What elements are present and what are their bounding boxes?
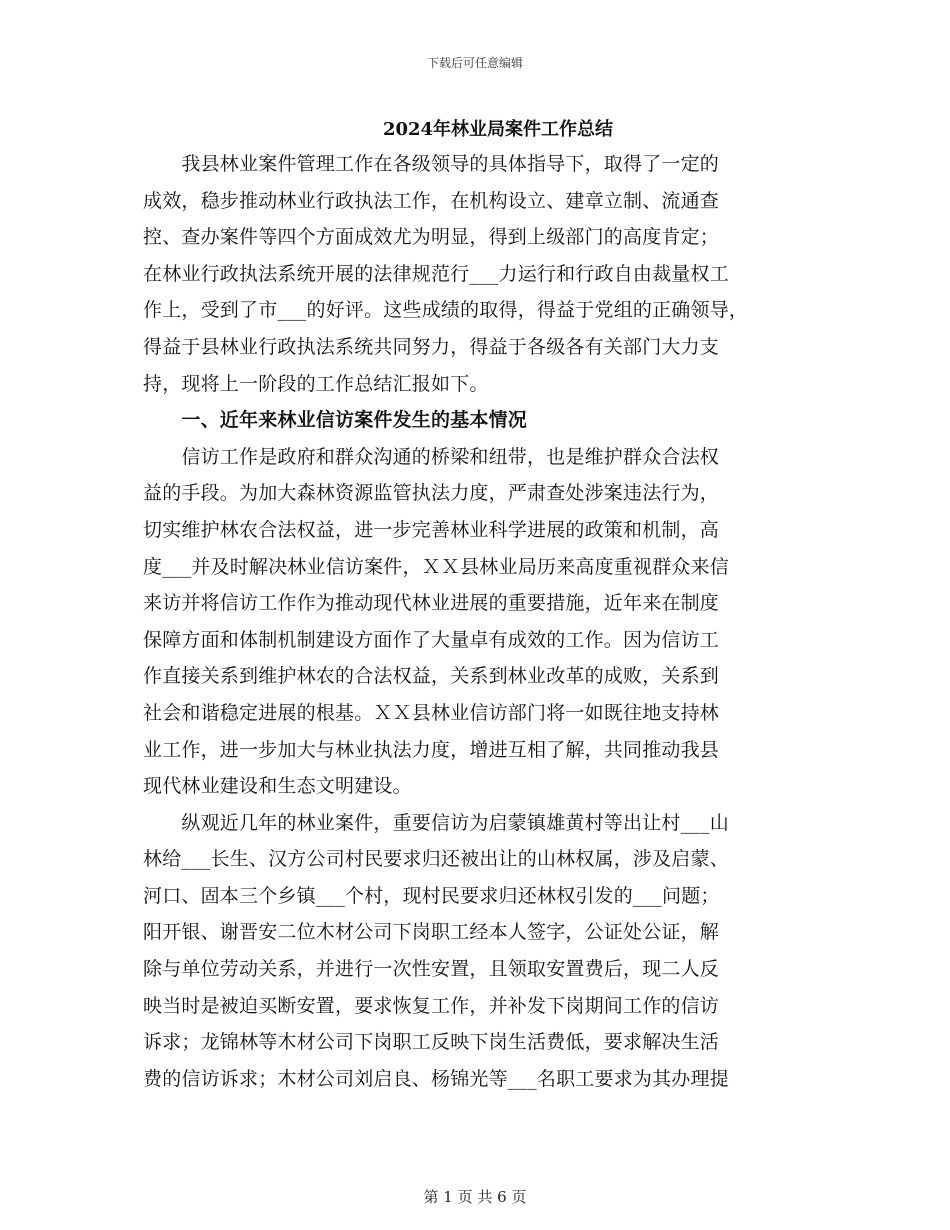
text-line: 信访工作是政府和群众沟通的桥梁和纽带，也是维护群众合法权: [143, 445, 720, 468]
body-text: [143, 146, 813, 1097]
text-line: 来访并将信访工作作为推动现代林业进展的重要措施，近年来在制度: [143, 592, 720, 615]
text-line: 我县林业案件管理工作在各级领导的具体指导下，取得了一定的: [143, 153, 720, 175]
text-line: 费的信访诉求；木材公司刘启良、杨锦光等___名职工要求为其办理提: [143, 1067, 729, 1090]
text-line: 业工作，进一步加大与林业执法力度，增进互相了解，共同推动我县: [143, 738, 720, 761]
document-body: [143, 114, 813, 1097]
text-line: 除与单位劳动关系，并进行一次性安置，且领取安置费后，现二人反: [143, 958, 720, 981]
text-line: 持，现将上一阶段的工作总结汇报如下。: [143, 372, 489, 395]
text-line: 切实维护林农合法权益，进一步完善林业科学进展的政策和机制，高: [143, 518, 720, 541]
text-line: 在林业行政执法系统开展的法律规范行___力运行和行政自由裁量权工: [143, 262, 729, 285]
text-line: 映当时是被迫买断安置，要求恢复工作，并补发下岗期间工作的信访: [143, 994, 720, 1017]
text-line: 作直接关系到维护林农的合法权益，关系到林业改革的成败，关系到: [143, 665, 720, 688]
document-title: 2024年林业局案件工作总结: [382, 119, 614, 140]
text-line: 成效，稳步推动林业行政执法工作，在机构设立、建章立制、流通查: [143, 189, 720, 212]
text-line: 阳开银、谢晋安二位木材公司下岗职工经本人签字，公证处公证，解: [143, 921, 720, 944]
section-heading: 一、近年来林业信访案件发生的基本情况: [143, 409, 528, 432]
page-footer: 第 1 页 共 6 页: [423, 1188, 527, 1206]
page-header: 下载后可任意编辑: [426, 56, 523, 70]
text-line: 社会和谐稳定进展的根基。ＸＸ县林业信访部门将一如既往地支持林: [143, 701, 720, 724]
text-line: 诉求；龙锦林等木材公司下岗职工反映下岗生活费低，要求解决生活: [143, 1031, 720, 1054]
text-line: 得益于县林业行政执法系统共同努力，得益于各级各有关部门大力支: [143, 335, 720, 358]
text-line: 作上，受到了市___的好评。这些成绩的取得，得益于党组的正确领导，: [143, 299, 749, 322]
text-line: 保障方面和体制机制建设方面作了大量卓有成效的工作。因为信访工: [143, 628, 720, 651]
text-line: 林给___长生、汉方公司村民要求归还被出让的山林权属，涉及启蒙、: [143, 848, 729, 871]
text-line: 现代林业建设和生态文明建设。: [143, 775, 412, 798]
text-line: 控、查办案件等四个方面成效尤为明显，得到上级部门的高度肯定；: [143, 226, 720, 249]
text-line: 纵观近几年的林业案件，重要信访为启蒙镇雄黄村等出让村___山: [143, 811, 729, 834]
text-line: 度___并及时解决林业信访案件，ＸＸ县林业局历来高度重视群众来信: [143, 555, 729, 578]
text-line: 益的手段。为加大森林资源监管执法力度，严肃查处涉案违法行为，: [143, 482, 720, 505]
text-line: 河口、固本三个乡镇___个村，现村民要求归还林权引发的___问题；: [143, 884, 720, 907]
